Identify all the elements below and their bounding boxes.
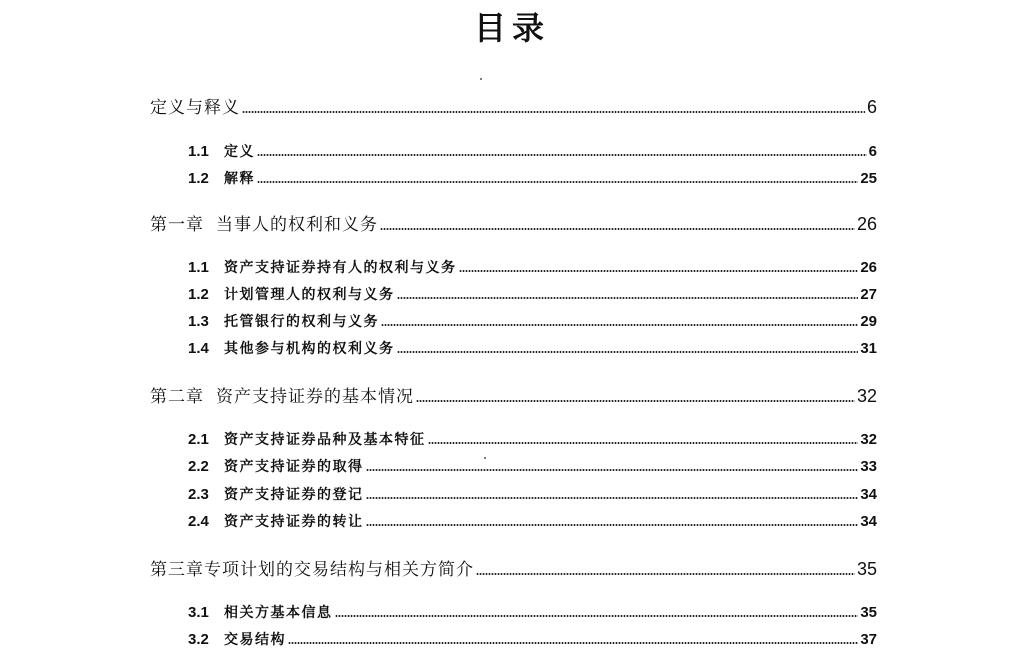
toc-entry-chapter[interactable] <box>150 210 877 235</box>
dot-leader <box>366 524 859 526</box>
entry-text: 相关方基本信息 <box>224 605 333 621</box>
entry-label <box>150 382 414 407</box>
page-number: 26 <box>856 214 877 234</box>
page-number: 26 <box>860 259 877 276</box>
page-number: 25 <box>860 170 877 187</box>
dot-leader <box>242 111 865 113</box>
entry-label <box>188 629 286 649</box>
entry-label <box>188 168 255 188</box>
toc-entry-section[interactable] <box>188 284 877 304</box>
entry-text: 专项计划的交易结构与相关方简介 <box>204 560 474 580</box>
entry-text: 交易结构 <box>224 632 286 648</box>
section-number: 1.4 <box>188 340 209 357</box>
entry-label <box>150 93 240 118</box>
entry-label <box>150 210 378 235</box>
section-number: 1.1 <box>188 143 209 160</box>
toc-entry-chapter[interactable] <box>150 555 877 580</box>
entry-text: 资产支持证券的登记 <box>224 487 364 503</box>
dot-leader <box>335 615 859 617</box>
page-number: 37 <box>860 631 877 648</box>
page-number: 6 <box>866 97 877 117</box>
entry-label <box>150 555 474 580</box>
dot-leader <box>380 228 855 230</box>
section-number: 2.3 <box>188 486 209 503</box>
entry-label <box>188 284 395 304</box>
chapter-number: 第二章 <box>150 387 204 407</box>
page-number: 34 <box>860 513 877 530</box>
dot-leader <box>397 351 859 353</box>
entry-text: 资产支持证券的取得 <box>224 459 364 475</box>
toc-entry-section[interactable] <box>188 456 877 476</box>
entry-text: 当事人的权利和义务 <box>216 215 378 235</box>
dot-leader <box>397 297 859 299</box>
page-number: 32 <box>856 386 877 406</box>
entry-text: 资产支持证券品种及基本特征 <box>224 432 426 448</box>
entry-label <box>188 429 426 449</box>
entry-label <box>188 602 333 622</box>
page-number: 35 <box>860 604 877 621</box>
dot-leader <box>257 154 867 156</box>
toc-entry-section[interactable] <box>188 629 877 649</box>
entry-text: 资产支持证券持有人的权利与义务 <box>224 260 457 276</box>
toc-entry-section[interactable] <box>188 311 877 331</box>
entry-label <box>188 484 364 504</box>
section-number: 3.2 <box>188 631 209 648</box>
entry-text: 资产支持证券的基本情况 <box>216 387 414 407</box>
toc-entry-chapter[interactable] <box>150 93 877 118</box>
chapter-number: 第三章 <box>150 560 204 580</box>
section-number: 1.1 <box>188 259 209 276</box>
dot-leader <box>288 642 858 644</box>
dot-leader <box>366 469 859 471</box>
section-number: 2.1 <box>188 431 209 448</box>
toc-entry-section[interactable] <box>188 602 877 622</box>
section-number: 3.1 <box>188 604 209 621</box>
dot-leader <box>416 400 855 402</box>
dot-leader <box>476 573 855 575</box>
scan-speck <box>480 78 482 80</box>
section-number: 1.2 <box>188 170 209 187</box>
entry-text: 其他参与机构的权利义务 <box>224 341 395 357</box>
toc-entry-section[interactable] <box>188 484 877 504</box>
page-number: 27 <box>860 286 877 303</box>
dot-leader <box>428 442 859 444</box>
entry-text: 定义与释义 <box>150 98 240 118</box>
toc-title: 目录 <box>473 9 550 47</box>
entry-label <box>188 141 255 161</box>
entry-text: 解释 <box>224 171 255 187</box>
entry-label <box>188 311 379 331</box>
entry-text: 计划管理人的权利与义务 <box>224 287 395 303</box>
toc-entry-section[interactable] <box>188 168 877 188</box>
dot-leader <box>257 181 858 183</box>
toc-entry-section[interactable] <box>188 338 877 358</box>
entry-text: 资产支持证券的转让 <box>224 514 364 530</box>
page-number: 29 <box>860 313 877 330</box>
entry-text: 托管银行的权利与义务 <box>224 314 379 330</box>
toc-entry-section[interactable] <box>188 429 877 449</box>
dot-leader <box>366 497 859 499</box>
section-number: 1.2 <box>188 286 209 303</box>
section-number: 2.2 <box>188 458 209 475</box>
page-number: 33 <box>860 458 877 475</box>
entry-label <box>188 456 364 476</box>
entry-label <box>188 257 457 277</box>
toc-entry-section[interactable] <box>188 511 877 531</box>
page-number: 34 <box>860 486 877 503</box>
dot-leader <box>381 324 858 326</box>
entry-text: 定义 <box>224 144 255 160</box>
toc-entry-section[interactable] <box>188 257 877 277</box>
entry-label <box>188 338 395 358</box>
page-number: 6 <box>868 143 877 160</box>
page-number: 35 <box>856 559 877 579</box>
toc-entry-chapter[interactable] <box>150 382 877 407</box>
section-number: 1.3 <box>188 313 209 330</box>
entry-label <box>188 511 364 531</box>
page-number: 31 <box>860 340 877 357</box>
page-number: 32 <box>860 431 877 448</box>
section-number: 2.4 <box>188 513 209 530</box>
chapter-number: 第一章 <box>150 215 204 235</box>
toc-entry-section[interactable] <box>188 141 877 161</box>
dot-leader <box>459 270 859 272</box>
